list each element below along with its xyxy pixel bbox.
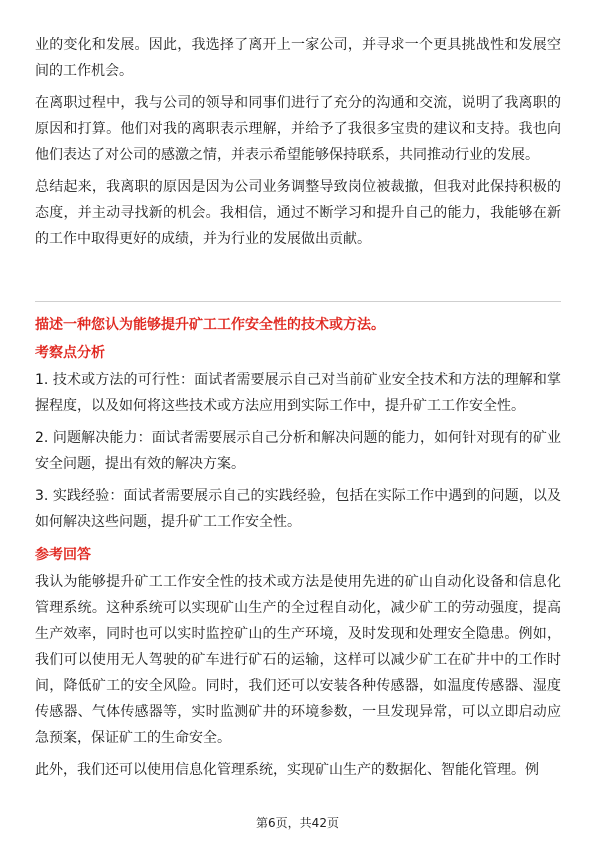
page-footer: 第6页，共42页	[256, 816, 339, 830]
analysis-item-3: 3. 实践经验：面试者需要展示自己的实践经验，包括在实际工作中遇到的问题，以及如何解决这些问题，提升矿工工作安全性。	[35, 488, 561, 530]
analysis-item-1: 1. 技术或方法的可行性：面试者需要展示自己对当前矿业安全技术和方法的理解和掌握程度，以及如何将这些技术或方法应用到实际工作中，提升矿工工作安全性。	[35, 372, 561, 414]
section-divider	[35, 301, 561, 302]
intro-paragraph-3: 总结起来，我离职的原因是因为公司业务调整导致岗位被裁撤，但我对此保持积极的态度，并主动寻找新的机会。我相信，通过不断学习和提升自己的能力，我能够在新的工作中取得更好的成绩，并为行业的发展做出贡献。	[35, 179, 561, 247]
question-section	[35, 313, 561, 783]
answer-paragraph-1: 我认为能够提升矿工工作安全性的技术或方法是使用先进的矿山自动化设备和信息化管理系统。这种系统可以实现矿山生产的全过程自动化，减少矿工的劳动强度，提高生产效率，同时也可以实时监控矿山的生产环境，及时发现和处理安全隐患。例如，我们可以使用无人驾驶的矿车进行矿石的运输，这样可以减少矿工在矿井中的工作时间，降低矿工的安全风险。同时，我们还可以安装各种传感器，如温度传感器、湿度传感器、气体传感器等，实时监测矿井的环境参数，一旦发现异常，可以立即启动应急预案，保证矿工的生命安全。	[35, 574, 561, 746]
answer-heading: 参考回答	[35, 547, 91, 563]
intro-paragraph-1: 业的变化和发展。因此，我选择了离开上一家公司，并寻求一个更具挑战性和发展空间的工作机会。	[35, 37, 561, 79]
analysis-item-2: 2. 问题解决能力：面试者需要展示自己分析和解决问题的能力，如何针对现有的矿业安全问题，提出有效的解决方案。	[35, 430, 561, 472]
answer-paragraph-2: 此外，我们还可以使用信息化管理系统，实现矿山生产的数据化、智能化管理。例	[35, 762, 539, 778]
intro-text	[35, 32, 561, 252]
intro-paragraph-2: 在离职过程中，我与公司的领导和同事们进行了充分的沟通和交流，说明了我离职的原因和打算。他们对我的离职表示理解，并给予了我很多宝贵的建议和支持。我也向他们表达了对公司的感激之情，并表示希望能够保持联系，共同推动行业的发展。	[35, 95, 561, 163]
analysis-heading: 考察点分析	[35, 345, 105, 361]
question-title: 描述一种您认为能够提升矿工工作安全性的技术或方法。	[35, 317, 385, 333]
